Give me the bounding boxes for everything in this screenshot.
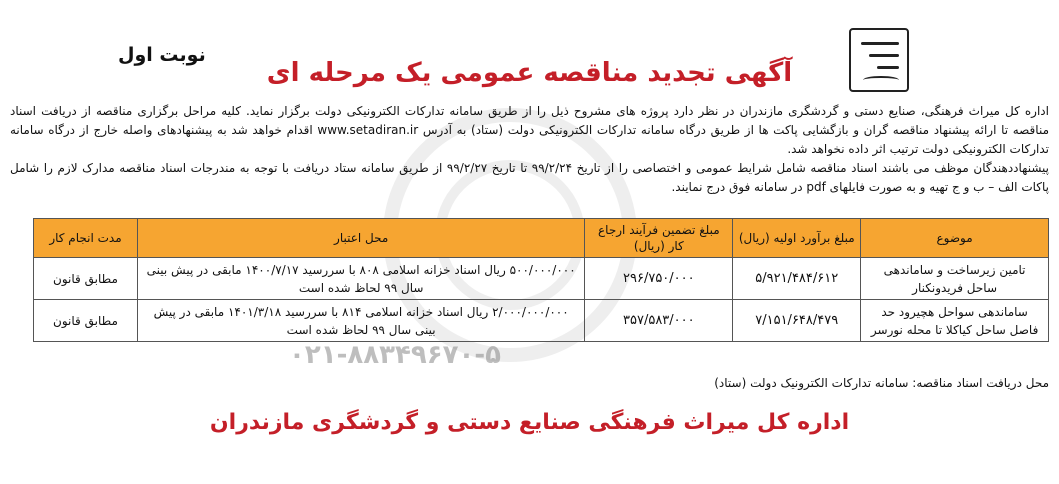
page-title: آگهی تجدید مناقصه عمومی یک مرحله ای	[266, 58, 793, 88]
header-deposit: مبلغ تضمین فرآیند ارجاع کار (ریال)	[585, 219, 733, 258]
cell-subject: ساماندهی سواحل هچیرود حد فاصل ساحل کیاکلا تا محله نورسر	[861, 300, 1049, 342]
table-row	[34, 258, 1049, 300]
intro-text	[10, 102, 1049, 197]
watermark-phone: ۰۲۱-۸۸۳۴۹۶۷۰-۵	[288, 340, 501, 370]
tender-table	[33, 218, 1049, 342]
footer-organization: اداره کل میراث فرهنگی صنایع دستی و گردشگری مازندران	[209, 410, 850, 435]
header-credit: محل اعتبار	[137, 219, 584, 258]
intro-paragraph-2: پیشنهاددهندگان موظف می باشند اسناد مناقصه شامل شرایط عمومی و اختصاصی را از تاریخ ۹۹/۲/۲۴ تا تاریخ ۹۹/۲/۲۷ از طریق سامانه ستاد دریافت با توجه به مندرجات اسناد مناقصه مدارک لازم را شامل پاکات الف – ب و ج تهیه و به صورت فایلهای pdf در سامانه فوق درج نمایند.	[10, 161, 1049, 194]
cell-deposit: ۲۹۶/۷۵۰/۰۰۰	[585, 258, 733, 300]
cell-credit: ۲/۰۰۰/۰۰۰/۰۰۰ ریال اسناد خزانه اسلامی ۸۱۴ با سررسید ۱۴۰۱/۳/۱۸ مابقی در پیش بینی سال ۹۹ لحاظ شده است	[137, 300, 584, 342]
cell-budget: ۵/۹۲۱/۴۸۴/۶۱۲	[733, 258, 861, 300]
cell-subject: تامین زیرساخت و ساماندهی ساحل فریدونکنار	[861, 258, 1049, 300]
cell-credit: ۵۰۰/۰۰۰/۰۰۰ ریال اسناد خزانه اسلامی ۸۰۸ با سررسید ۱۴۰۰/۷/۱۷ مابقی در پیش بینی سال ۹۹ لحاظ شده است	[137, 258, 584, 300]
header-duration: مدت انجام کار	[34, 219, 138, 258]
notice-number: نوبت اول	[118, 44, 206, 66]
table-row	[34, 300, 1049, 342]
table-header-row	[34, 219, 1049, 258]
receive-location: محل دریافت اسناد مناقصه: سامانه تدارکات الکترونیک دولت (ستاد)	[714, 376, 1049, 390]
cell-budget: ۷/۱۵۱/۶۴۸/۴۷۹	[733, 300, 861, 342]
intro-paragraph-1: اداره کل میراث فرهنگی، صنایع دستی و گردشگری مازندران در نظر دارد پروژه های مشروح ذیل را از طریق سامانه تدارکات الکترونیکی دولت برگزار نماید. کلیه مراحل برگزاری مناقصه از دریافت اسناد مناقصه تا ارائه پیشنهاد مناقصه گران و بازگشایی پاکت ها از طریق درگاه سامانه تدارکات الکترونیکی دولت (ستاد) به آدرس www.setadiran.ir اقدام خواهد شد به پیشنهادهای واصله خارج از درگاه سامانه تدارکات الکترونیکی دولت ترتیب اثر داده نخواهد شد.	[10, 104, 1049, 156]
header-subject: موضوع	[861, 219, 1049, 258]
cell-duration: مطابق قانون	[34, 300, 138, 342]
cell-deposit: ۳۵۷/۵۸۳/۰۰۰	[585, 300, 733, 342]
cell-duration: مطابق قانون	[34, 258, 138, 300]
header-budget: مبلغ برآورد اولیه (ریال)	[733, 219, 861, 258]
